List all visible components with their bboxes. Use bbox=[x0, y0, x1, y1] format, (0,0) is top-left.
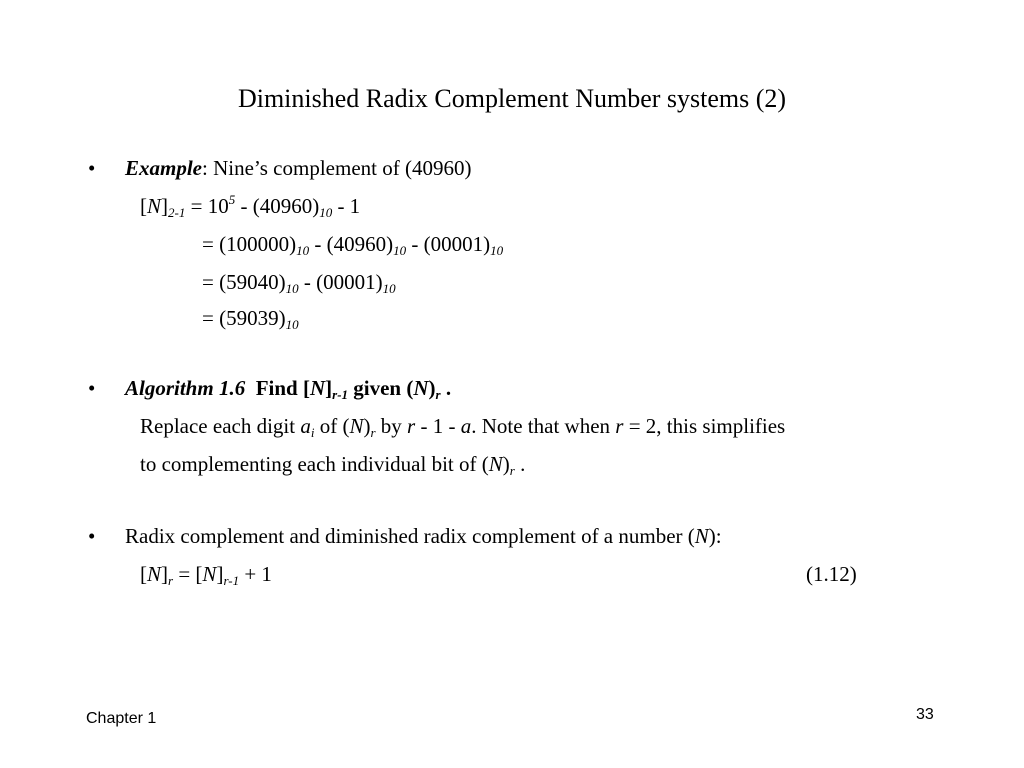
example-line-3: = $(59040)_{10} - (00001)_{10}$ bbox=[202, 270, 396, 296]
example-line-2: = $(100000)_{10} - (40960)_{10} - (00001)_{10}$ bbox=[202, 232, 504, 258]
algorithm-label: Algorithm 1.6 bbox=[125, 376, 246, 400]
example-heading: Example: Nine’s complement of (40960) bbox=[125, 156, 472, 180]
bullet-example: • bbox=[88, 156, 96, 180]
example-line-1: $[N]_{2-1} = 10^5 - (40960)_{10} - 1$ bbox=[140, 192, 361, 220]
algorithm-line-2: to complementing each individual bit of $(N)_r$ . bbox=[140, 452, 526, 478]
radix-text: Radix complement and diminished radix complement of a number (N): bbox=[125, 524, 722, 548]
algorithm-line-1: Replace each digit $a_i$ of $(N)_r$ by r - 1 - a. Note that when r = 2, this simplifies bbox=[140, 414, 786, 440]
footer-chapter: Chapter 1 bbox=[86, 710, 157, 727]
algorithm-heading: Algorithm 1.6 Find $[N]_{r-1}$ given $(N)_r$ . bbox=[125, 376, 452, 402]
bullet-radix: • bbox=[88, 524, 96, 548]
bullet-algorithm: • bbox=[88, 376, 96, 400]
footer-page-number: 33 bbox=[916, 706, 934, 723]
equation-number: (1.12) bbox=[806, 562, 857, 586]
example-line-4: = $(59039)_{10}$ bbox=[202, 306, 299, 332]
radix-equation: $[N]_r = [N]_{r-1} + 1$ bbox=[140, 562, 272, 588]
slide-title: Diminished Radix Complement Number systems (2) bbox=[237, 84, 787, 113]
example-label: Example bbox=[125, 156, 202, 180]
